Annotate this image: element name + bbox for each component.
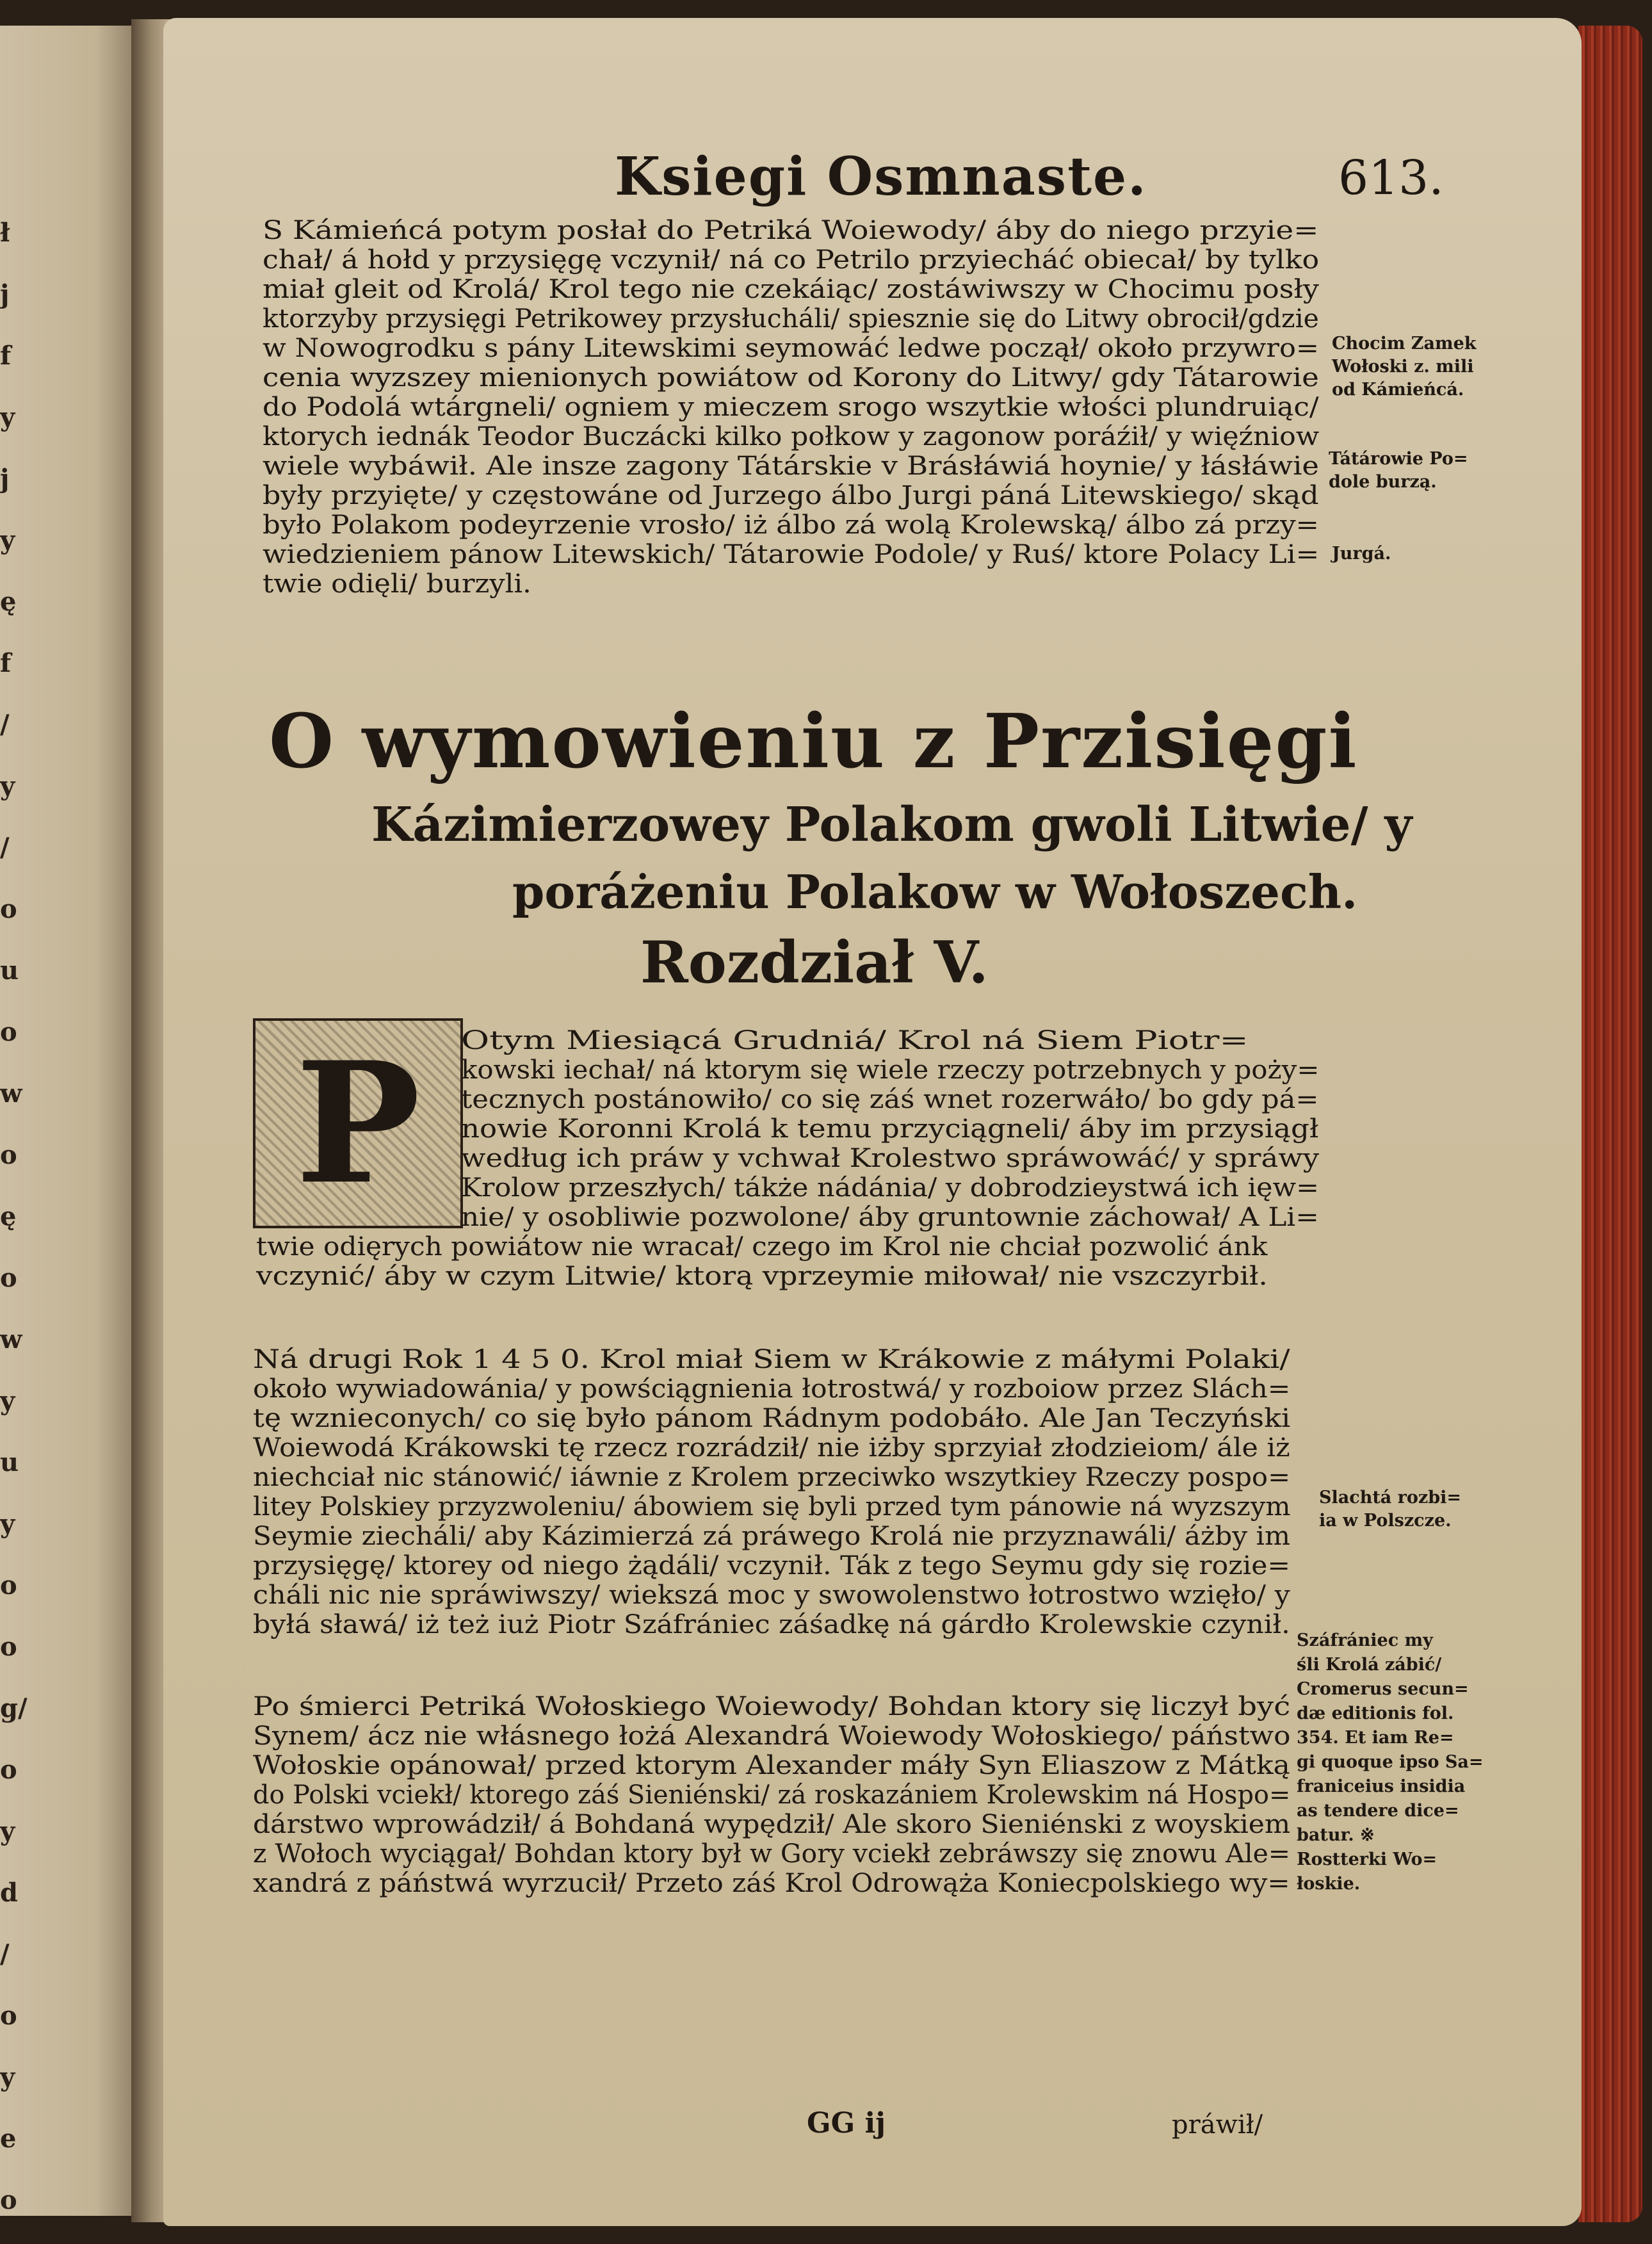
text-line: ktorzyby przysięgi Petrikowey przysłucháli/ spiesznie się do Litwy obrocił/gdzie [263,304,1319,334]
margin-note: od Kámieńcá. [1332,380,1464,400]
text-line: tecznych postánowiło/ co się záś wnet rozerwáło/ bo gdy pá= [461,1085,1319,1114]
margin-note: Jurgá. [1332,544,1391,564]
left-page-fragment: o [0,1632,17,1662]
margin-note: Rostterki Wo= [1297,1850,1437,1869]
text-line: cháli nic nie spráwiwszy/ wiekszá moc y swowolenstwo łotrostwo wzięło/ y [253,1581,1290,1610]
margin-note: dæ editionis fol. [1297,1703,1454,1723]
left-page-fragment: o [0,2185,17,2215]
page-edges [1578,26,1642,2222]
left-page-fragment: y [0,2062,15,2092]
running-title: Ksiegi Osmnaste. [615,146,1147,207]
text-line: dárstwo wprowádził/ á Bohdaná wypędził/ Ale skoro Sieniénski z woyskiem [253,1810,1291,1839]
text-line: przysięgę/ ktorey od niego żądáli/ vczynił. Ták z tego Seymu gdy się rozie= [253,1551,1291,1581]
text-line: do Polski vciekł/ ktorego záś Sieniénski/ zá roskazániem Krolewskim ná Hospo= [253,1780,1291,1810]
text-line: z Wołoch wyciągał/ Bohdan ktory był w Gory vciekł zebráwszy się znowu Ale= [253,1839,1291,1869]
text-line: wiele wybáwił. Ale insze zagony Tátárskie v Brásłáwiá hoynie/ y łásłáwie [263,451,1319,481]
left-page-fragment: / [0,833,10,863]
text-line: Ná drugi Rok 1 4 5 0. Krol miał Siem w Krákowie z máłymi Polaki/ [253,1345,1290,1374]
margin-note: Tátárowie Po= [1329,449,1468,469]
margin-note: Cromerus secun= [1297,1679,1469,1699]
left-page-fragment: d [0,1878,18,1908]
left-page-fragment: y [0,1386,15,1416]
text-line: vczynić/ áby w czym Litwie/ ktorą vprzeymie miłował/ nie vszczyrbił. [256,1262,1268,1291]
left-page-fragment: o [0,894,17,924]
text-line: Wołoskie opánował/ przed ktorym Alexander máły Syn Eliaszow z Mátką [253,1751,1290,1780]
left-page-fragment: u [0,955,19,986]
catchword: práwił/ [1172,2110,1263,2140]
text-line: według ich práw y vchwał Krolestwo spráwowáć/ y spráwy [461,1144,1320,1173]
margin-note: gi quoque ipso Sa= [1297,1752,1484,1772]
left-page-fragment: f [0,648,12,678]
left-page-edge [0,26,138,2216]
text-line: miał gleit od Krolá/ Krol tego nie czekáiąc/ zostáwiwszy w Chocimu posły [263,275,1319,304]
margin-note: Száfrániec my [1297,1630,1433,1650]
margin-note: dole burzą. [1329,472,1437,492]
left-page-fragment: f [0,341,12,371]
left-page-fragment: o [0,1263,17,1293]
text-line: twie odięli/ burzyli. [263,569,531,599]
text-line: wiedzieniem pánow Litewskich/ Tátarowie Podole/ y Ruś/ ktore Polacy Li= [263,540,1320,569]
margin-note: 354. Et iam Re= [1297,1728,1454,1748]
text-line: około wywiadowánia/ y powściągnienia łotrostwá/ y rozboiow przez Slách= [253,1374,1291,1404]
margin-note: as tendere dice= [1297,1801,1459,1821]
text-line: S Kámieńcá potym posłał do Petriká Woiewody/ áby do niego przyie= [263,216,1319,245]
text-line: Woiewodá Krákowski tę rzecz rozrádził/ nie iżby sprzyiał złodzieiom/ ále iż [253,1433,1290,1463]
left-page-fragment: / [0,1939,10,1969]
left-page-fragment: w [0,1078,22,1109]
left-page-fragment: ę [0,1201,17,1232]
text-line: chał/ á hołd y przysięgę vczynił/ ná co Petrilo przyiecháć obiecał/ by tylko [263,245,1320,275]
margin-note: Chocim Zamek [1332,334,1477,354]
text-line: nie/ y osobliwie pozwolone/ áby gruntownie záchował/ A Li= [461,1203,1319,1232]
text-line: Otym Miesiącá Grudniá/ Krol ná Siem Piotr= [461,1026,1249,1055]
text-line: niechciał nic stánowić/ iáwnie z Krolem przeciwko wszytkiey Rzeczy pospo= [253,1463,1291,1492]
chapter-title-line-3: poráżeniu Polakow w Wołoszech. [512,865,1358,919]
text-line: litey Polskiey przyzwoleniu/ ábowiem się byli przed tym pánowie ná wyzszym [253,1492,1291,1522]
left-page-fragment: ł [0,218,10,248]
text-line: cenia wyzszey mienionych powiátow od Korony do Litwy/ gdy Tátarowie [263,363,1319,393]
margin-note: ia w Polszcze. [1319,1511,1452,1531]
chapter-title-line-1: O wymowieniu z Przisięgi [269,698,1358,785]
left-page-fragment: o [0,1570,17,1600]
text-line: Seymie ziecháli/ aby Kázimierzá zá práwego Krolá nie przyznawáli/ áżby im [253,1522,1291,1551]
margin-note: łoskie. [1297,1874,1361,1894]
signature-mark: GG ij [807,2107,886,2140]
text-line: kowski iechał/ ná ktorym się wiele rzeczy potrzebnych y poży= [461,1055,1320,1085]
margin-note: śli Krolá zábić/ [1297,1655,1442,1675]
left-page-fragment: y [0,402,15,432]
text-line: Krolow przeszłych/ tákże nádánia/ y dobrodzieystwá ich ięw= [461,1173,1320,1203]
text-line: Synem/ ácz nie włásnego łożá Alexandrá Woiewody Wołoskiego/ páństwo [253,1721,1291,1751]
text-line: w Nowogrodku s pány Litewskimi seymowáć ledwe począł/ około przywro= [263,334,1319,363]
left-page-fragment: o [0,1755,17,1785]
text-line: byłá sławá/ iż też iuż Piotr Száfrániec záśadkę ná gárdło Krolewskie czynił. [253,1610,1290,1639]
text-line: tę wznieconych/ co się było pánom Rádnym podobáło. Ale Jan Teczyński [253,1404,1291,1433]
chapter-title-line-2: Kázimierzowey Polakom gwoli Litwie/ y [371,797,1413,852]
text-line: było Polakom podeyrzenie vrosło/ iż álbo zá wolą Krolewską/ álbo zá przy= [263,510,1320,540]
decorated-initial: P [253,1018,463,1228]
left-page-fragment: g/ [0,1693,28,1723]
left-page-fragment: y [0,1509,15,1539]
left-page-fragment: / [0,710,10,740]
margin-note: franiceius insidia [1297,1776,1466,1796]
left-page-fragment: o [0,1017,17,1047]
margin-note: batur. ※ [1297,1825,1375,1845]
left-page-fragment: o [0,2001,17,2031]
text-line: twie odięrych powiátow nie wracał/ czego im Krol nie chciał pozwolić ánk [256,1232,1268,1262]
left-page-fragment: j [0,279,10,309]
left-page-fragment: j [0,464,10,494]
text-line: xandrá z páństwá wyrzucił/ Przeto záś Krol Odrowąża Koniecpolskiego wy= [253,1869,1290,1898]
left-page-fragment: y [0,1816,15,1846]
text-line: nowie Koronni Krolá k temu przyciągneli/ áby im przysiągł [461,1114,1319,1144]
page-number: 613. [1338,150,1444,206]
left-page-fragment: u [0,1447,19,1477]
left-page-fragment: e [0,2124,17,2154]
text-line: Po śmierci Petriká Wołoskiego Woiewody/ Bohdan ktory się liczył być [253,1692,1291,1721]
margin-note: Wołoski z. mili [1332,357,1474,377]
left-page-fragment: o [0,1140,17,1170]
left-page-fragment: y [0,771,15,801]
left-page-fragment: w [0,1324,22,1354]
chapter-label: Rozdział V. [640,929,989,996]
text-line: ktorych iednák Teodor Buczácki kilko połkow y zagonow poráźił/ y więźniow [263,422,1320,451]
left-page-fragment: ę [0,587,17,617]
text-line: do Podolá wtárgneli/ ogniem y mieczem srogo wszytkie włości plundruiąc/ [263,393,1319,422]
left-page-fragment: y [0,525,15,555]
text-line: były przyięte/ y częstowáne od Jurzego álbo Jurgi páná Litewskiego/ skąd [263,481,1319,510]
margin-note: Slachtá rozbi= [1319,1488,1462,1508]
